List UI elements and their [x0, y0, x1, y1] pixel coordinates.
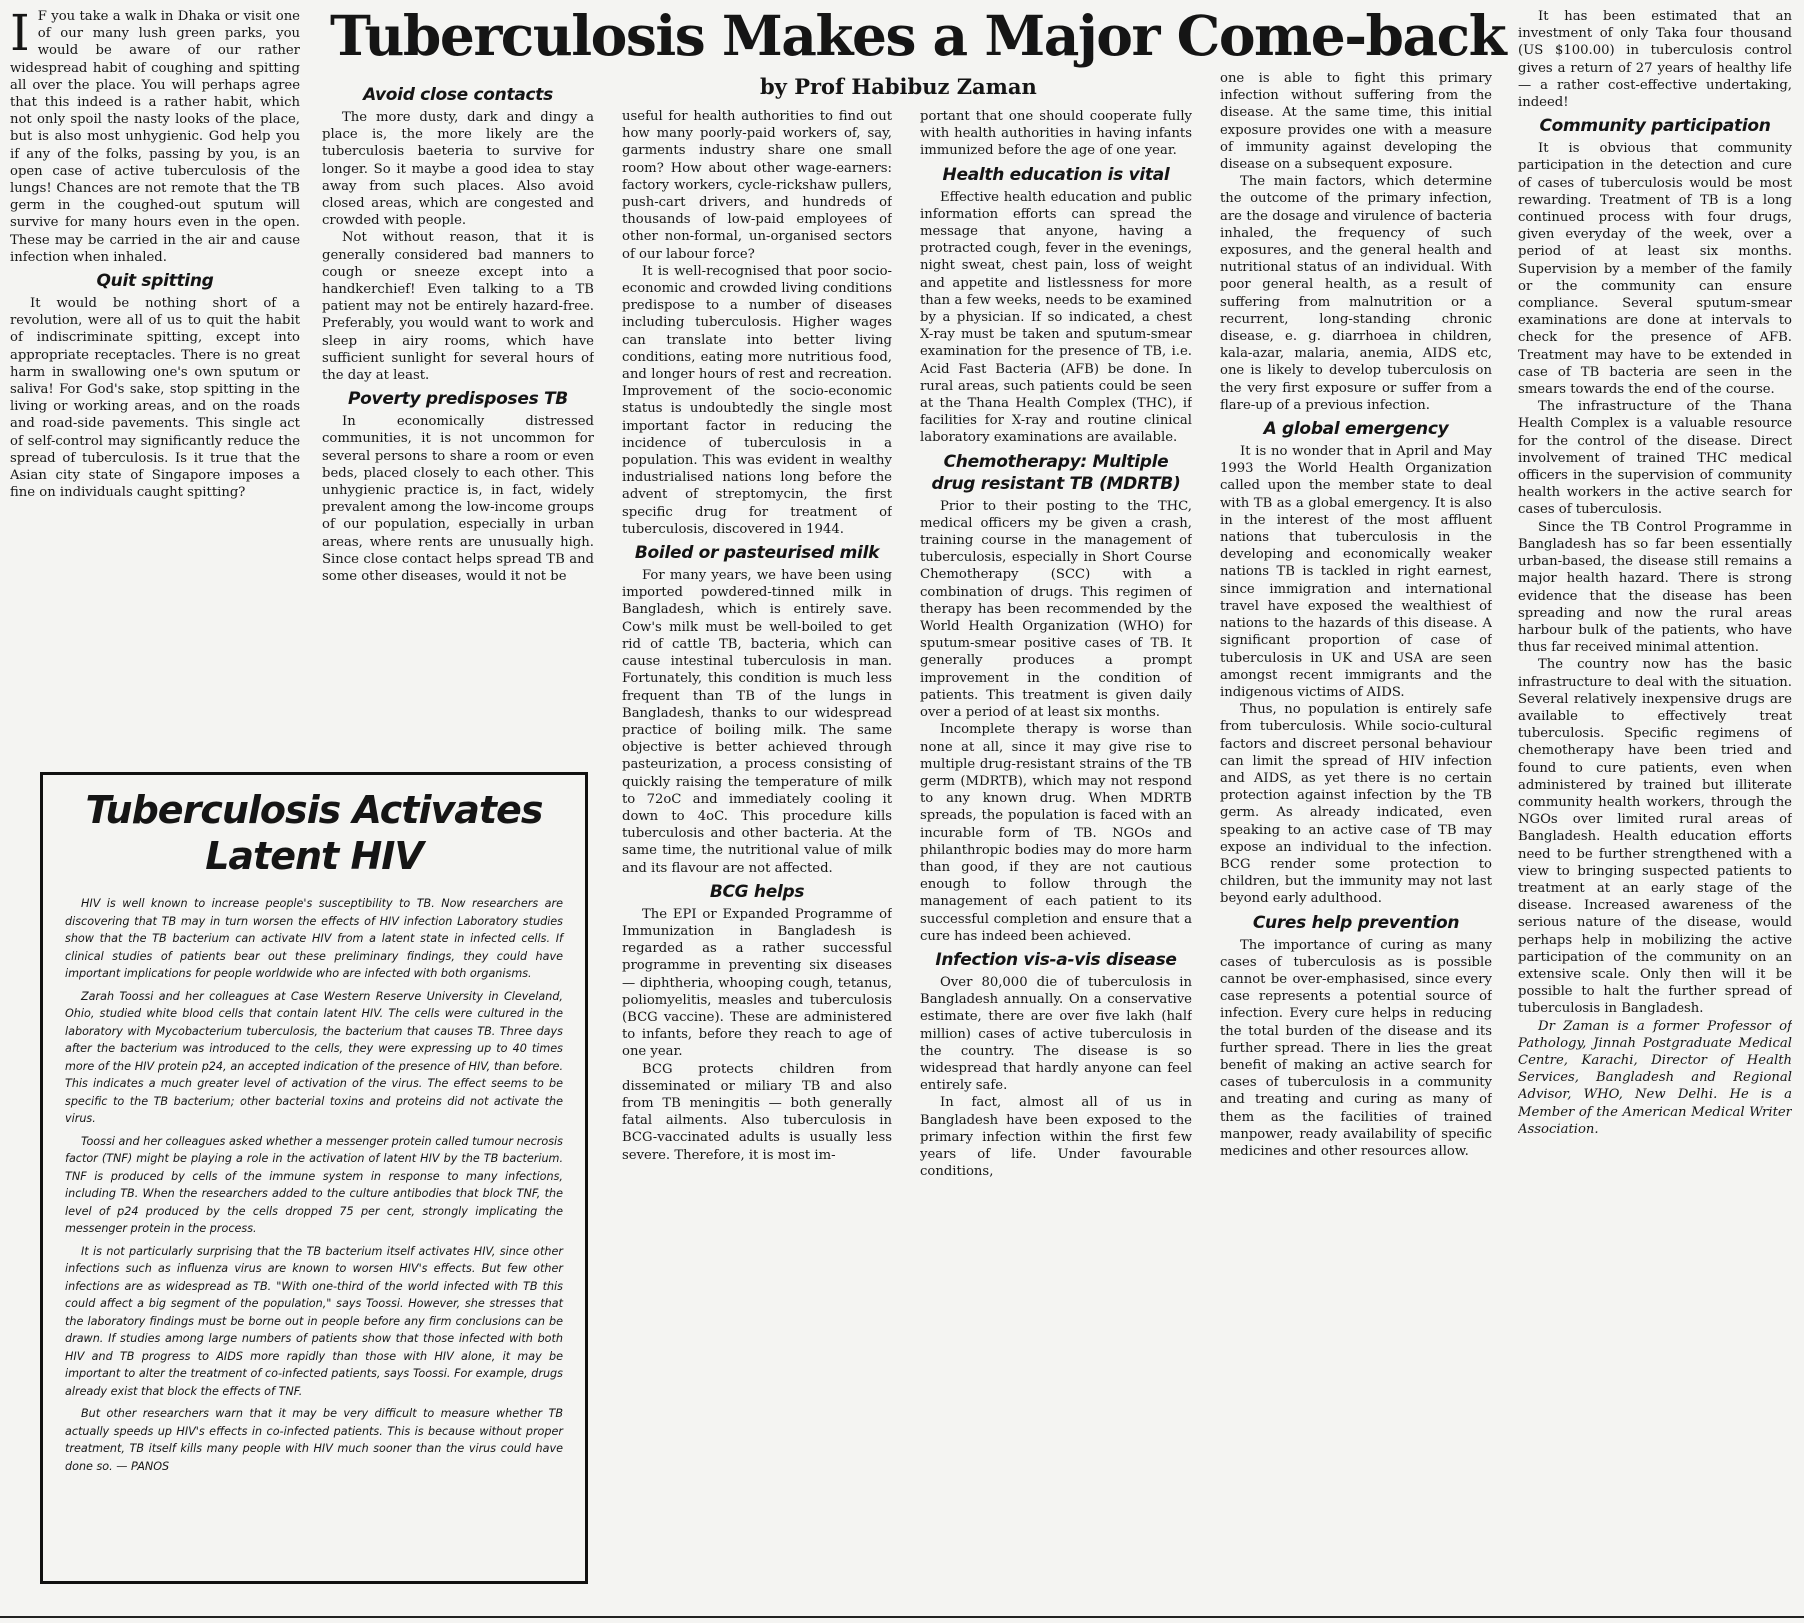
paragraph: useful for health authorities to find out how many poorly-paid workers of, say, garments industry share one small room? How about other wage-earners: factory workers, cycle-rickshaw pullers, push-cart drivers, and hundreds of thousands of low-paid employees of other non-formal, un-organised sectors of our labour force?	[622, 109, 892, 262]
column-2	[322, 80, 594, 768]
column-4	[920, 108, 1192, 1608]
author-note: Dr Zaman is a former Professor of Pathology, Jinnah Postgraduate Medical Centre, Karachi, Director of Health Services, Bangladesh and Regional Advisor, WHO, New Delhi. He is a Member of the American Medical Writer Association.	[1518, 1018, 1792, 1137]
subhead-community-participation: Community participation	[1539, 116, 1771, 137]
paragraph: But other researchers warn that it may be very difficult to measure whether TB actually speeds up HIV's effects in co-infected patients. This is because without proper treatment, TB itself kills many people with HIV much sooner than the virus could have done so. — PANOS	[65, 1407, 563, 1473]
bottom-rule	[0, 1616, 1804, 1618]
paragraph: The more dusty, dark and dingy a place is, the more likely are the tuberculosis baeteria to survive for longer. So it maybe a good idea to stay away from such places. Also avoid closed areas, which are congested and crowded with people.	[322, 110, 594, 229]
column-3	[622, 108, 892, 1608]
subhead-global-emergency: A global emergency	[1263, 419, 1449, 440]
paragraph: The main factors, which determine the outcome of the primary infection, are the dosage and virulence of bacteria inhaled, the frequency of such exposures, and the general health and nutritional status of an individual. With poor general health, as a result of suffering from malnutrition or a recurrent, long-standing chronic disease, e. g. diarrhoea in children, kala-azar, malaria, anemia, AIDS etc, one is likely to develop tuberculosis on the very first exposure or suffer from a flare-up of a previous infection.	[1220, 174, 1492, 413]
subhead-boiled-milk: Boiled or pasteurised milk	[634, 543, 880, 564]
paragraph: Over 80,000 die of tuberculosis in Bangladesh annually. On a conservative estimate, there are over five lakh (half million) cases of active tuberculosis in the country. The disease is so widespread that hardly anyone can feel entirely safe.	[920, 974, 1192, 1094]
column-5	[1220, 70, 1492, 1610]
sidebar-article-title: Tuberculosis Activates Latent HIV	[85, 788, 543, 878]
subhead-cures-help-prevention: Cures help prevention	[1252, 912, 1460, 933]
subhead-infection-vs-disease: Infection vis-a-vis disease	[935, 949, 1177, 970]
intro-paragraph: I F you take a walk in Dhaka or visit one of our many lush green parks, you would be aware of our rather widespread habit of coughing and spitting all over the place. You will perhaps agree that this indeed is a rather habit, which not only spoil the nasty looks of the place, but is also most unhygienic. God help you if any of the folks, passing by you, is an open case of active tuberculosis of the lungs! Chances are not remote that the TB germ in the coughed-out sputum will survive for many hours even in the open. These may be carried in the air and cause infection when inhaled.	[10, 8, 300, 265]
paragraph: HIV is well known to increase people's susceptibility to TB. Now researchers are discovering that TB may in turn worsen the effects of HIV infection Laboratory studies show that the TB bacterium can activate HIV from a latent state in infected cells. If clinical studies of patients bear out these preliminary findings, they could have important implications for people worldwide who are infected with both organisms.	[65, 897, 563, 980]
subhead-bcg-helps: BCG helps	[709, 881, 805, 902]
sidebar-article-body	[43, 895, 585, 1475]
column-1	[10, 8, 300, 768]
paragraph: Toossi and her colleagues asked whether a messenger protein called tumour necrosis factor (TNF) might be playing a role in the activation of latent HIV by the TB bacterium. TNF is produced by cells of the immune system in response to many infections, including TB. When the researchers added to the culture antibodies that block TNF, the level of p24 produced by the cells dropped 75 per cent, strongly implicating the messenger protein in the process.	[65, 1134, 563, 1235]
subhead-poverty-predisposes-tb: Poverty predisposes TB	[348, 389, 568, 410]
paragraph: It is obvious that community participation in the detection and cure of cases of tuberculosis would be most rewarding. Treatment of TB is a long continued process with four drugs, given everyday of the week, over a period of at least six months. Supervision by a member of the family or the community can ensure compliance. Several sputum-smear examinations are done at intervals to check for the presence of AFB. Treatment may have to be extended in case of TB bacteria are seen in the smears towards the end of the course.	[1518, 141, 1792, 398]
paragraph: The EPI or Expanded Programme of Immunization in Bangladesh is regarded as a rather successful programme in preventing six diseases — diphtheria, whooping cough, tetanus, poliomyelitis, measles and tuberculosis (BCG vaccine). These are administered to infants, before they reach to age of one year.	[622, 906, 892, 1060]
paragraph: Thus, no population is entirely safe from tuberculosis. While socio-cultural factors and discreet personal behaviour can limit the spread of HIV infection and AIDS, as yet there is no certain protection against infection by the TB germ. As already indicated, even speaking to an active case of TB may expose an individual to the infection. BCG render some protection to children, but the immunity may not last beyond early adulthood.	[1220, 702, 1492, 907]
headline: Tuberculosis Makes a Major Come-back	[330, 3, 1506, 68]
paragraph: It is well-recognised that poor socio-economic and crowded living conditions predispose to a number of diseases including tuberculosis. Higher wages can translate into better living conditions, eating more nutritious food, and longer hours of rest and recreation. Improvement of the socio-economic status is undoubtedly the single most important factor in reducing the incidence of tuberculosis in a population. This was evident in wealthy industrialised nations long before the advent of streptomycin, the first specific drug for treatment of tuberculosis, discovered in 1944.	[622, 263, 892, 537]
paragraph: In fact, almost all of us in Bangladesh have been exposed to the primary infection within the first few years of life. Under favourable conditions,	[920, 1095, 1192, 1180]
paragraph: Since the TB Control Programme in Bangladesh has so far been essentially urban-based, the disease still remains a major health hazard. There is strong evidence that the disease has been spreading and now the rural areas harbour bulk of the patients, who have thus far received minimal attention.	[1518, 519, 1792, 656]
paragraph: It has been estimated that an investment of only Taka four thousand (US $100.00) in tuberculosis control gives a return of 27 years of healthy life — a rather cost-effective undertaking, indeed!	[1518, 9, 1792, 111]
column-6	[1518, 8, 1792, 1610]
paragraph: It is no wonder that in April and May 1993 the World Health Organization called upon the member state to deal with TB as a global emergency. It is also in the interest of the most affluent nations that tuberculosis in the developing and economically weaker nations TB is tackled in right earnest, since immigration and international travel have exposed the wealthiest of nations to the hazards of this disease. A significant proportion of case of tuberculosis in UK and USA are seen amongst recent immigrants and the indigenous victims of AIDS.	[1220, 444, 1492, 700]
paragraph: Effective health education and public information efforts can spread the message that anyone, having a protracted cough, fever in the evenings, night sweat, chest pain, loss of weight and appetite and listlessness for more than a few weeks, needs to be examined by a physician. If so indicated, a chest X-ray must be taken and sputum-smear examination for the presence of TB, i.e. Acid Fast Bacteria (AFB) be done. In rural areas, such patients could be seen at the Thana Health Complex (THC), if facilities for X-ray and routine clinical laboratory examinations are available.	[920, 189, 1192, 446]
subhead-chemotherapy: Chemotherapy: Multiple drug resistant TB (MDRTB)	[931, 451, 1181, 494]
paragraph: Prior to their posting to the THC, medical officers my be given a crash, training course in the management of tuberculosis, especially in Short Course Chemotherapy (SCC) with a combination of drugs. This regimen of therapy has been recommended by the World Health Organization (WHO) for sputum-smear positive cases of TB. It generally produces a prompt improvement in the condition of patients. This treatment is given daily over a period of at least six months.	[920, 498, 1192, 721]
paragraph: It is not particularly surprising that the TB bacterium itself activates HIV, since other infections such as influenza virus are known to worsen HIV's effects. But few other infections are as widespread as TB. "With one-third of the world infected with TB this could affect a big segment of the population," says Toossi. However, she stresses that the laboratory findings must be borne out in people before any firm conclusions can be drawn. If studies among large numbers of patients show that those infected with both HIV and TB progress to AIDS more rapidly than those with HIV alone, it may be important to alter the treatment of co-infected patients, says Toossi. For example, drugs already exist that block the effects of TNF.	[65, 1244, 563, 1398]
paragraph: It would be nothing short of a revolution, were all of us to quit the habit of indiscriminate spitting, except into appropriate receptacles. There is no great harm in swallowing one's own sputum or saliva! For God's sake, stop spitting in the living or working areas, and on the roads and road-side pavements. This single act of self-control may significantly reduce the spread of tuberculosis. Is it true that the Asian city state of Singapore imposes a fine on individuals caught spitting?	[10, 296, 300, 501]
subhead-avoid-close-contacts: Avoid close contacts	[363, 85, 553, 105]
paragraph: Zarah Toossi and her colleagues at Case Western Reserve University in Cleveland, Ohio, studied white blood cells that contain latent HIV. The cells were cultured in the laboratory with Mycobacterium tuberculosis, the bacterium that causes TB. Three days after the bacterium was introduced to the cells, they were expressing up to 40 times more of the HIV protein p24, an accepted indication of the presence of HIV, than before. This indicates a much greater level of activation of the virus. The effect seems to be specific to the TB bacterium; other bacterial toxins and proteins did not activate the virus.	[65, 989, 563, 1125]
paragraph: The infrastructure of the Thana Health Complex is a valuable resource for the control of the disease. Direct involvement of trained THC medical officers in the supervision of community health workers in the active search for cases of tuberculosis.	[1518, 399, 1792, 518]
drop-cap: I	[10, 8, 30, 62]
subhead-quit-spitting: Quit spitting	[96, 271, 214, 292]
paragraph: portant that one should cooperate fully with health authorities in having infants immunized before the age of one year.	[920, 109, 1192, 159]
byline: by Prof Habibuz Zaman	[760, 74, 1037, 99]
paragraph: In economically distressed communities, it is not uncommon for several persons to share a room or even beds, placed closely to each other. This unhygienic practice is, in fact, widely prevalent among the low-income groups of our population, especially in urban areas, where rents are unusually high. Since close contact helps spread TB and some other diseases, would it not be	[322, 414, 594, 585]
paragraph: For many years, we have been using imported powdered-tinned milk in Bangladesh, which is entirely save. Cow's milk must be well-boiled to get rid of cattle TB, bacteria, which can cause intestinal tuberculosis in man. Fortunately, this condition is much less frequent than TB of the lungs in Bangladesh, thanks to our widespread practice of boiling milk. The same objective is better achieved through pasteurization, a process consisting of quickly raising the temperature of milk to 72oC and immediately cooling it down to 4oC. This procedure kills tuberculosis and other bacteria. At the same time, the nutritional value of milk and its flavour are not affected.	[622, 568, 892, 876]
paragraph: The country now has the basic infrastructure to deal with the situation. Several relatively inexpensive drugs are available to effectively treat tuberculosis. Specific regimens of chemotherapy have been tried and found to cure patients, even when administered by trained but illiterate community health workers, through the NGOs over limited rural areas of Bangladesh. Health education efforts need to be further strengthened with a view to bringing suspected patients to treatment at an early stage of the disease. Increased awareness of the serious nature of the disease, would perhaps help in mobilizing the active participation of the community on an extensive scale. Only then will it be possible to halt the further spread of tuberculosis in Bangladesh.	[1518, 657, 1792, 1017]
sidebar-article-box	[40, 772, 588, 1584]
subhead-health-education: Health education is vital	[942, 164, 1170, 185]
paragraph: Incomplete therapy is worse than none at all, since it may give rise to multiple drug-resistant strains of the TB germ (MDRTB), which may not respond to any known drug. When MDRTB spreads, the population is faced with an incurable form of TB. NGOs and philanthropic bodies may do more harm than good, if they are not cautious enough to follow through the management of each patient to its successful completion and ensure that a cure has indeed been achieved.	[920, 722, 1192, 944]
paragraph: BCG protects children from disseminated or miliary TB and also from TB meningitis — both generally fatal ailments. Also tuberculosis in BCG-vaccinated adults is usually less severe. Therefore, it is most im-	[622, 1061, 892, 1163]
paragraph: The importance of curing as many cases of tuberculosis as is possible cannot be over-emphasised, since every case represents a potential source of infection. Every cure helps in reducing the total burden of the disease and its further spread. There in lies the great benefit of making an active search for cases of tuberculosis in a community and treating and curing as many of them as the facilities of trained manpower, ready availability of specific medicines and other resources allow.	[1220, 937, 1492, 1159]
paragraph: Not without reason, that it is generally considered bad manners to cough or sneeze except into a handkerchief! Even talking to a TB patient may not be entirely hazard-free. Preferably, you would want to work and sleep in airy rooms, which have sufficient sunlight for several hours of the day at least.	[322, 230, 594, 384]
paragraph: one is able to fight this primary infection without suffering from the disease. At the same time, this initial exposure provides one with a measure of immunity against developing the disease on a subsequent exposure.	[1220, 71, 1492, 173]
